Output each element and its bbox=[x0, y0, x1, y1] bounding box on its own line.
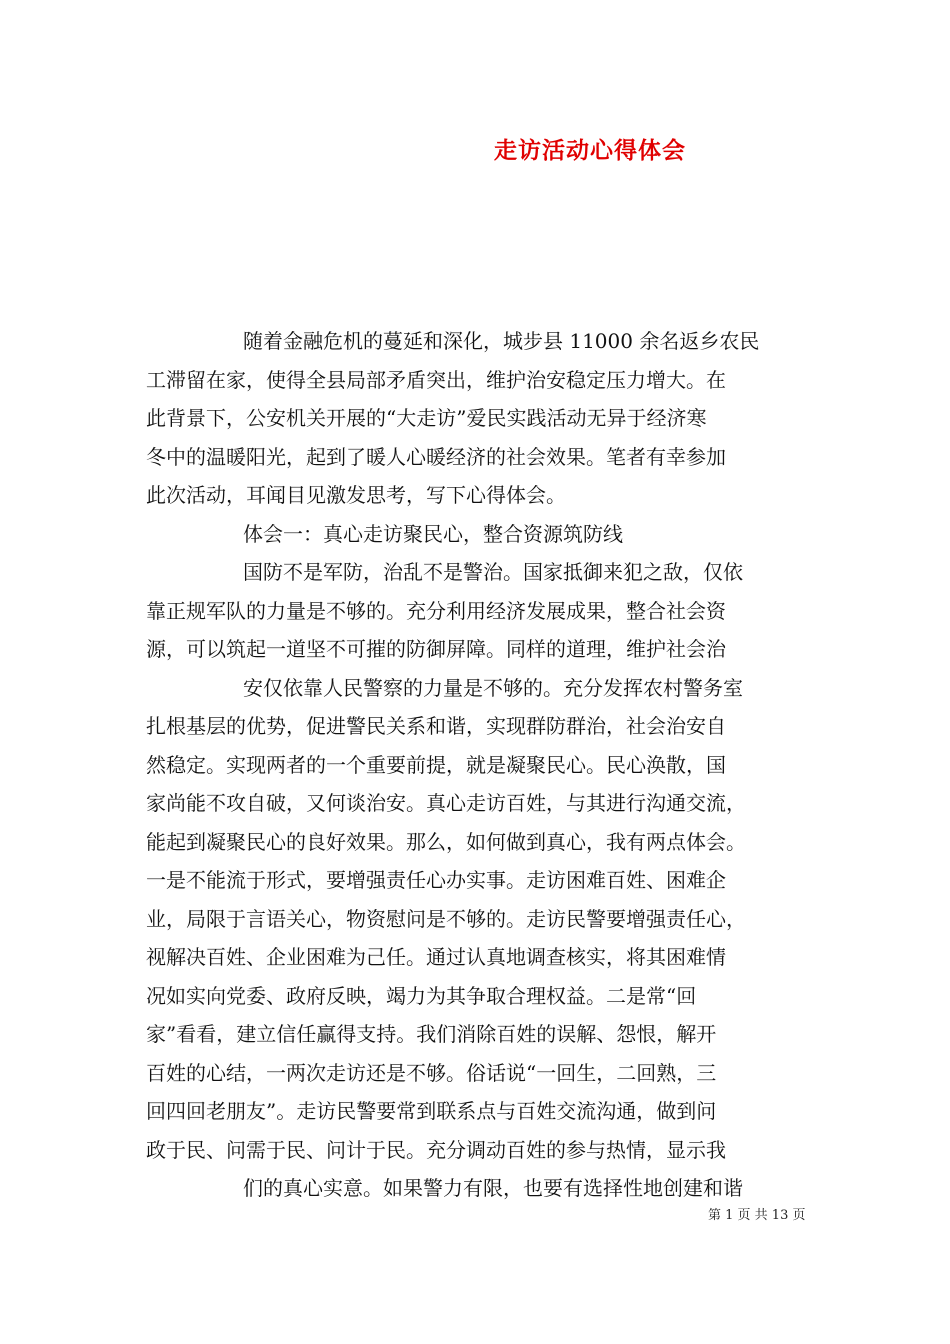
body-line: 扎根基层的优势，促进警民关系和谐，实现群防群治，社会治安自 bbox=[146, 714, 726, 738]
body-line: 们的真心实意。如果警力有限，也要有选择性地创建和谐 bbox=[243, 1176, 743, 1200]
page-number-footer: 第 1 页 共 13 页 bbox=[708, 1208, 806, 1223]
body-line: 工滞留在家，使得全县局部矛盾突出，维护治安稳定压力增大。在 bbox=[146, 367, 726, 392]
body-line: 靠正规军队的力量是不够的。充分利用经济发展成果，整合社会资 bbox=[146, 598, 726, 623]
body-line: 业，局限于言语关心，物资慰问是不够的。走访民警要增强责任心， bbox=[146, 906, 746, 931]
body-line: 一是不能流于形式，要增强责任心办实事。走访困难百姓、困难企 bbox=[146, 868, 726, 892]
body-line: 家尚能不攻自破，又何谈治安。真心走访百姓，与其进行沟通交流， bbox=[146, 791, 746, 815]
body-line: 回四回老朋友”。走访民警要常到联系点与百姓交流沟通，做到问 bbox=[146, 1099, 717, 1123]
body-line: 安仅依靠人民警察的力量是不够的。充分发挥农村警务室 bbox=[243, 675, 743, 700]
body-line: 源，可以筑起一道坚不可摧的防御屏障。同样的道理，维护社会治 bbox=[146, 637, 726, 661]
body-line: 百姓的心结，一两次走访还是不够。俗话说“一回生，二回熟，三 bbox=[146, 1060, 717, 1085]
body-line: 冬中的温暖阳光，起到了暖人心暖经济的社会效果。笔者有幸参加 bbox=[146, 444, 726, 469]
body-line: 政于民、问需于民、问计于民。充分调动百姓的参与热情，显示我 bbox=[146, 1137, 726, 1162]
body-line: 此次活动，耳闻目见激发思考，写下心得体会。 bbox=[146, 483, 566, 507]
body-line: 体会一：真心走访聚民心，整合资源筑防线 bbox=[243, 521, 623, 546]
body-line: 随着金融危机的蔓延和深化，城步县 11000 余名返乡农民 bbox=[243, 329, 760, 353]
body-line: 能起到凝聚民心的良好效果。那么，如何做到真心，我有两点体会。 bbox=[146, 829, 746, 854]
body-line: 家”看看，建立信任赢得支持。我们消除百姓的误解、怨恨，解开 bbox=[146, 1022, 717, 1046]
body-line: 国防不是军防，治乱不是警治。国家抵御来犯之敌，仅依 bbox=[243, 560, 743, 584]
body-line: 然稳定。实现两者的一个重要前提，就是凝聚民心。民心涣散，国 bbox=[146, 752, 726, 777]
document-title: 走访活动心得体会 bbox=[494, 137, 686, 164]
document-body bbox=[146, 322, 816, 1208]
body-line: 此背景下，公安机关开展的“大走访”爱民实践活动无异于经济寒 bbox=[146, 406, 707, 430]
body-line: 况如实向党委、政府反映，竭力为其争取合理权益。二是常“回 bbox=[146, 983, 697, 1008]
body-line: 视解决百姓、企业困难为己任。通过认真地调查核实，将其困难情 bbox=[146, 945, 726, 969]
